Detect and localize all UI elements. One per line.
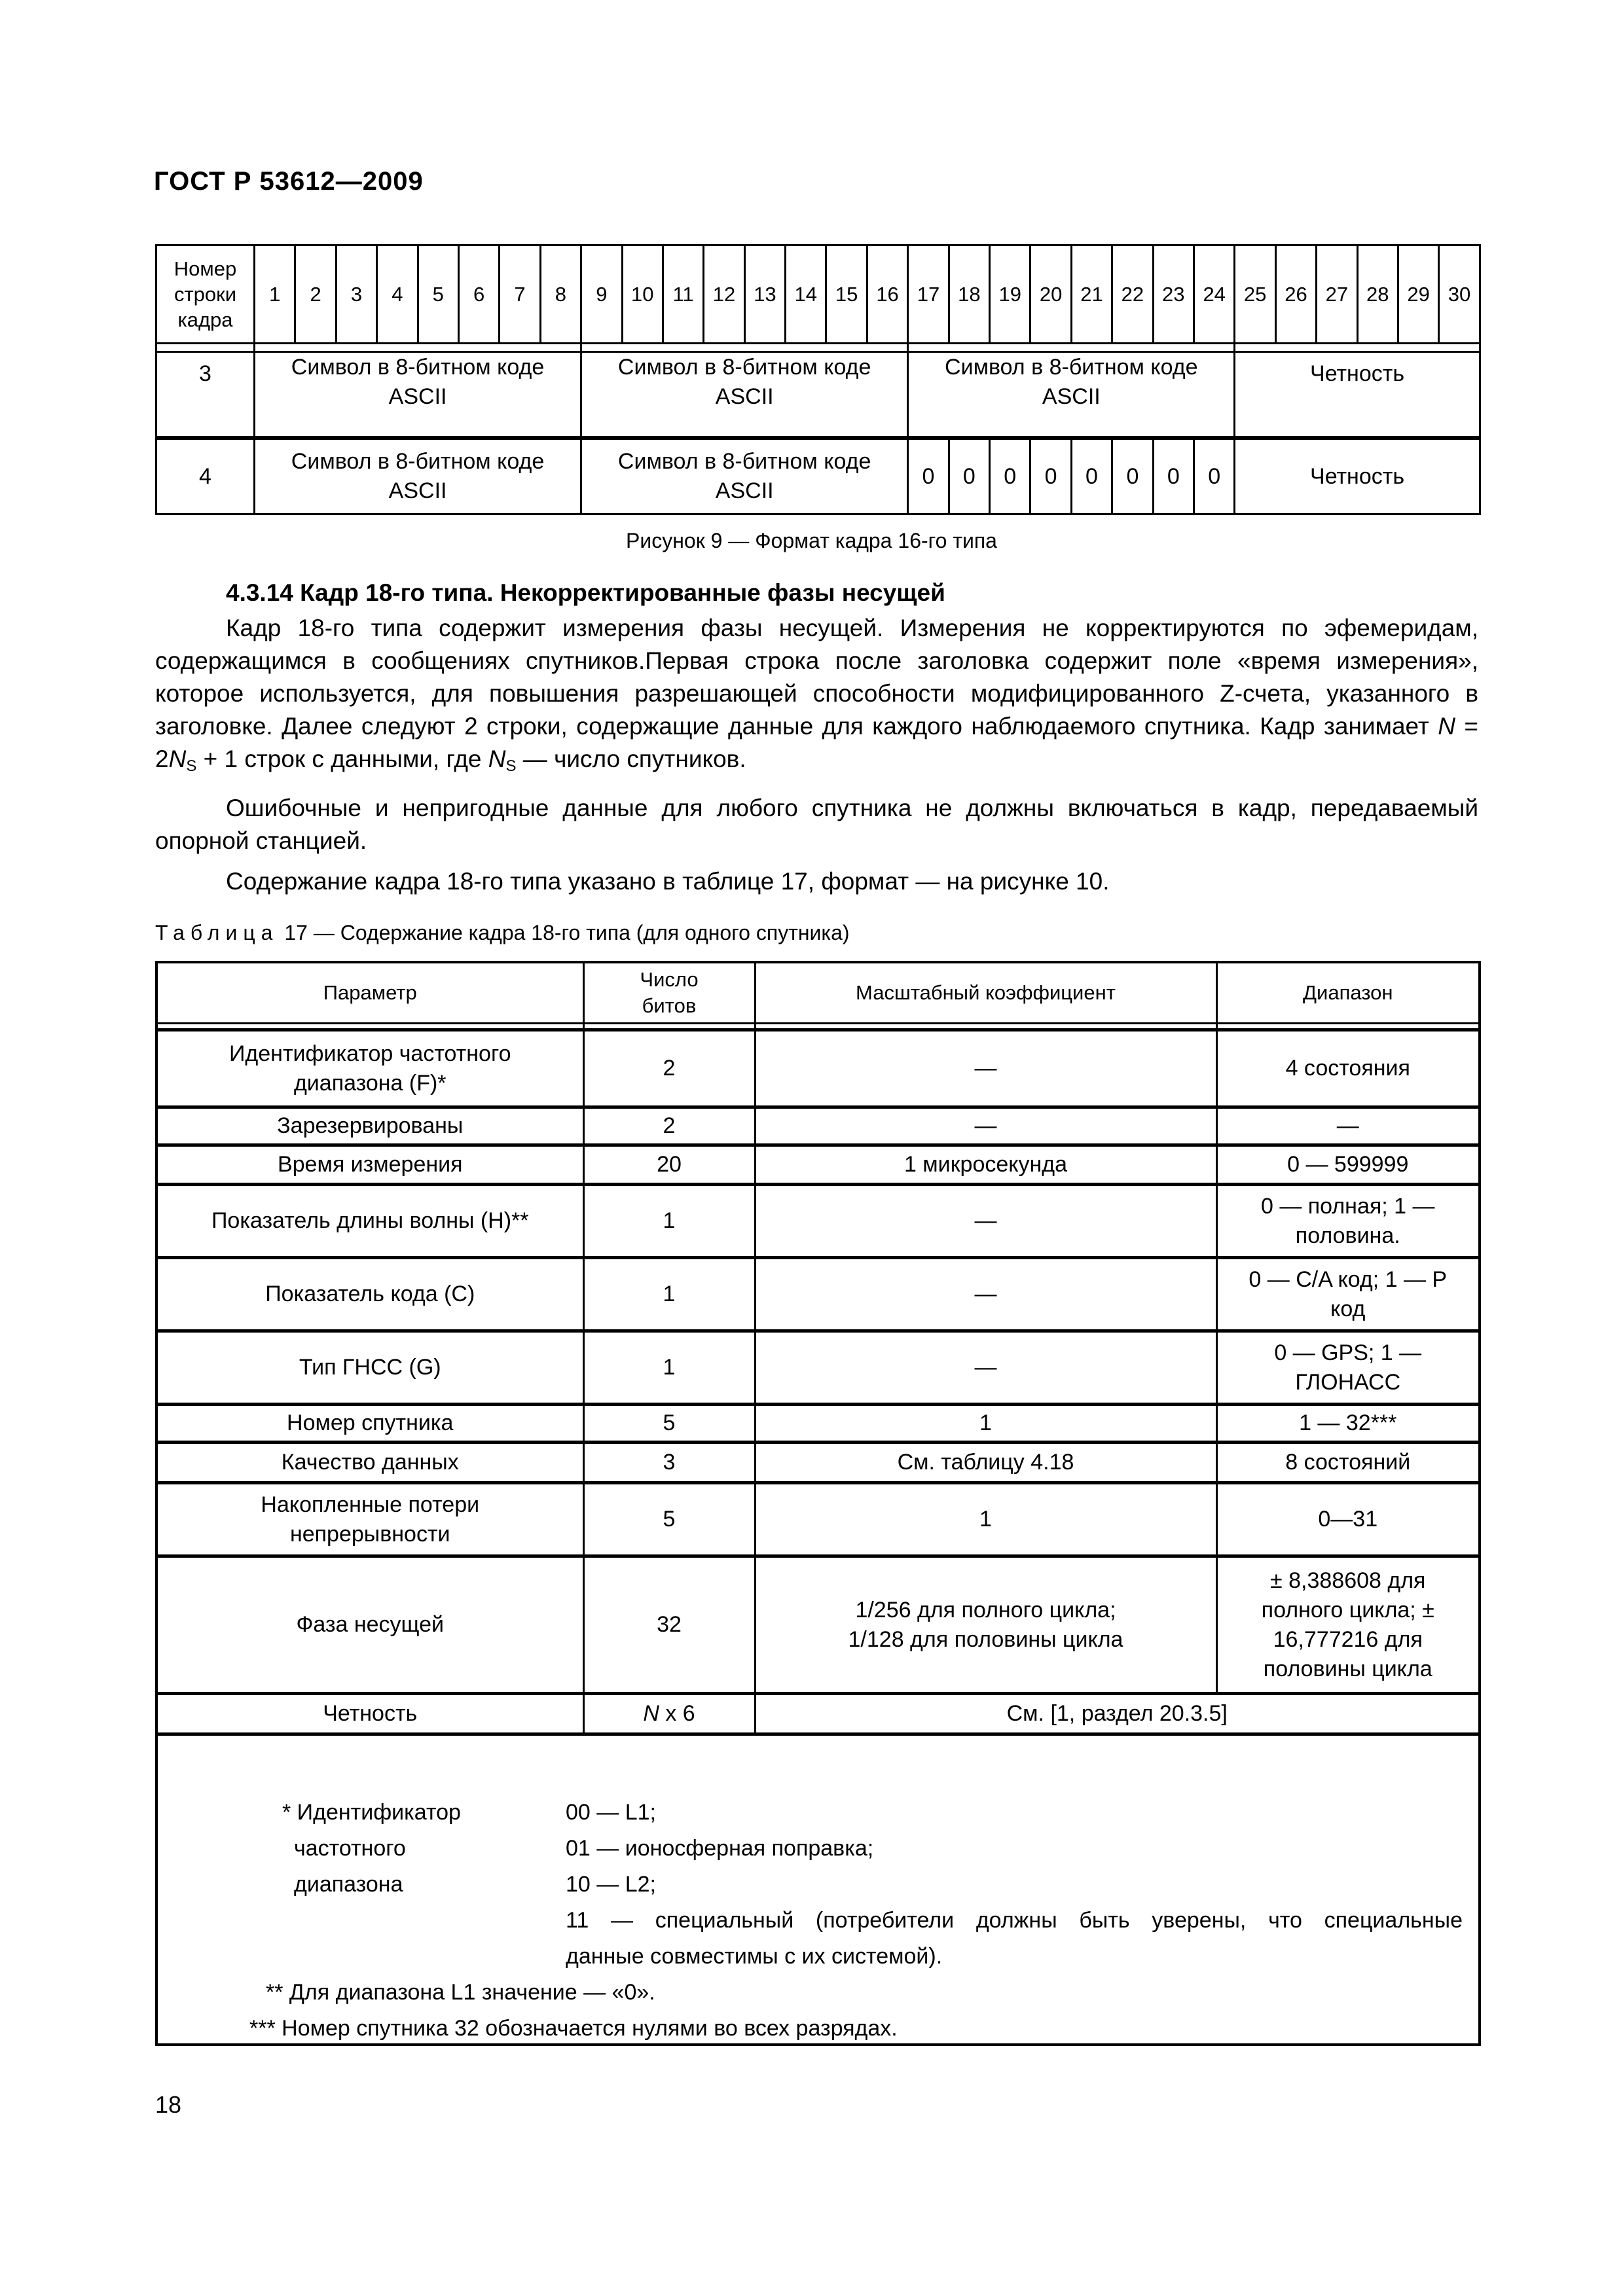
cell-bits: 3 [583,1443,755,1483]
row-number-header: Номер строки кадра [156,245,255,344]
table17-row [156,1443,1480,1483]
table17-header-separator [156,1024,1480,1030]
cell-param: Тип ГНСС (G) [156,1331,583,1405]
ascii-char-cell: Символ в 8-битном коде ASCII [908,352,1235,439]
bit-number-header: 24 [1194,245,1234,344]
bit-number-header: 30 [1439,245,1480,344]
bit-number-header: 15 [826,245,867,344]
bit-number-header: 28 [1357,245,1398,344]
cell-bits: 2 [583,1107,755,1145]
bit-number-header: 12 [704,245,744,344]
cell-range: 1 — 32*** [1216,1405,1480,1443]
figure9-caption: Рисунок 9 — Формат кадра 16-го типа [626,529,997,552]
cell-scale: — [755,1030,1216,1107]
cell-bits: 1 [583,1331,755,1405]
header-bits: Число битов [583,962,755,1024]
ascii-char-cell: Символ в 8-битном коде ASCII [255,438,581,514]
bit-number-header: 3 [336,245,376,344]
bit-number-header: 5 [418,245,458,344]
cell-param: Четность [156,1694,583,1734]
note1-value: 01 — ионосферная поправка; [566,1836,874,1861]
bit-number-header: 7 [500,245,540,344]
table17-row [156,1405,1480,1443]
table17-row [156,1331,1480,1405]
document-title: ГОСТ Р 53612—2009 [154,167,424,196]
bit-number-header: 17 [908,245,949,344]
header-param: Параметр [156,962,583,1024]
parity-cell: Четность [1235,352,1480,439]
row-number: 3 [156,352,255,439]
zero-bit-cell: 0 [1194,438,1234,514]
note1-label: * Идентификатор [282,1800,461,1825]
paragraph-2: Ошибочные и непригодные данные для любого спутника не должны включаться в кадр, передаваемый опорной станцией. [155,795,1478,854]
cell-scale: 1 микросекунда [755,1145,1216,1185]
bit-number-header: 14 [786,245,826,344]
ascii-char-cell: Символ в 8-битном коде ASCII [581,352,908,439]
bit-number-header: 23 [1153,245,1194,344]
cell-param: Накопленные потери непрерывности [156,1483,583,1556]
cell-reference: См. [1, раздел 20.3.5] [755,1694,1480,1734]
table17-parity-row [156,1694,1480,1734]
cell-scale: 1 [755,1483,1216,1556]
zero-bit-cell: 0 [1153,438,1194,514]
bit-number-header: 20 [1030,245,1071,344]
figure9-header-separator [156,344,1480,352]
cell-range: 0 — GPS; 1 — ГЛОНАСС [1216,1331,1480,1405]
zero-bit-cell: 0 [1030,438,1071,514]
bit-number-header: 25 [1235,245,1275,344]
cell-bits: 1 [583,1258,755,1331]
cell-bits: 1 [583,1185,755,1258]
bit-number-header: 22 [1112,245,1153,344]
cell-range: 0 — C/A код; 1 — P код [1216,1258,1480,1331]
zero-bit-cell: 0 [990,438,1030,514]
cell-param: Фаза несущей [156,1556,583,1694]
paragraph-3: Содержание кадра 18-го типа указано в таблице 17, формат — на рисунке 10. [226,868,1110,895]
cell-param: Показатель длины волны (H)** [156,1185,583,1258]
table17-row [156,1107,1480,1145]
bit-number-header: 26 [1275,245,1316,344]
paragraph-1: Кадр 18-го типа содержит измерения фазы несущей. Измерения не корректируются по эфемеридам, содержащимся в сообщениях спутников.Первая строка после заголовка содержит поле «время измерения», которое используется, для повышения разрешающей способности модифицированного Z-счета, указанного в заголовке. Далее следуют 2 строки, содержащие данные для каждого наблюдаемого спутника. Кадр занимает $N = 2N_S + 1$ строк с данными, где $N_S$ — число спутников. [155,615,1479,775]
bit-number-header: 27 [1317,245,1357,344]
cell-bits: 5 [583,1483,755,1556]
cell-bits: 32 [583,1556,755,1694]
cell-range: 8 состояний [1216,1443,1480,1483]
cell-scale: — [755,1107,1216,1145]
bit-number-header: 21 [1071,245,1112,344]
cell-bits: 20 [583,1145,755,1185]
note1-value: 10 — L2; [566,1872,656,1897]
cell-scale: См. таблицу 4.18 [755,1443,1216,1483]
cell-scale: — [755,1331,1216,1405]
cell-range: 4 состояния [1216,1030,1480,1107]
table17-row [156,1185,1480,1258]
bit-number-header: 10 [622,245,663,344]
bit-number-header: 4 [377,245,418,344]
zero-bit-cell: 0 [908,438,949,514]
cell-range: 0 — полная; 1 — половина. [1216,1185,1480,1258]
table17-row [156,1556,1480,1694]
bit-number-header: 16 [867,245,907,344]
cell-range: ± 8,388608 для полного цикла; ± 16,777216 для половины цикла [1216,1556,1480,1694]
cell-scale: — [755,1185,1216,1258]
page-number: 18 [155,2091,182,2118]
section-heading: 4.3.14 Кадр 18-го типа. Некорректированные фазы несущей [226,579,945,606]
note1-value: 00 — L1; [566,1800,656,1825]
cell-scale: 1/256 для полного цикла; 1/128 для половины цикла [755,1556,1216,1694]
note1-value: данные совместимы с их системой). [566,1944,943,1969]
cell-bits: 2 [583,1030,755,1107]
figure9-row [156,438,1480,514]
cell-param: Качество данных [156,1443,583,1483]
bit-number-header: 11 [663,245,703,344]
figure9-row [156,352,1480,439]
header-range: Диапазон [1216,962,1480,1024]
ascii-char-cell: Символ в 8-битном коде ASCII [581,438,908,514]
table17-notes-row [156,1734,1480,2045]
zero-bit-cell: 0 [949,438,989,514]
bit-number-header: 6 [458,245,499,344]
table17-row [156,1258,1480,1331]
cell-range: 0 — 599999 [1216,1145,1480,1185]
note1-value: 11 — специальный (потребители должны быть уверены, что специальные [566,1908,1463,1933]
cell-param: Идентификатор частотного диапазона (F)* [156,1030,583,1107]
row-number: 4 [156,438,255,514]
cell-param: Показатель кода (C) [156,1258,583,1331]
figure9-frame-table [155,244,1481,515]
cell-param: Зарезервированы [156,1107,583,1145]
note3: *** Номер спутника 32 обозначается нулями во всех разрядах. [249,2016,898,2041]
note2: ** Для диапазона L1 значение — «0». [266,1980,655,2005]
bit-number-header: 29 [1398,245,1438,344]
zero-bit-cell: 0 [1071,438,1112,514]
table17-notes [156,1734,1480,2045]
parity-cell: Четность [1235,438,1480,514]
table17-header-row [156,962,1480,1024]
table17-caption: Таблица 17 — Содержание кадра 18-го типа (для одного спутника) [155,921,850,944]
ascii-char-cell: Символ в 8-битном коде ASCII [255,352,581,439]
bit-number-header: 9 [581,245,622,344]
table17 [155,961,1481,2046]
cell-bits: N x 6 [583,1694,755,1734]
bit-number-header: 1 [255,245,295,344]
table17-row [156,1483,1480,1556]
note1-label: частотного [294,1836,406,1861]
cell-range: 0—31 [1216,1483,1480,1556]
bit-number-header: 18 [949,245,989,344]
header-scale: Масштабный коэффициент [755,962,1216,1024]
cell-bits: 5 [583,1405,755,1443]
cell-param: Номер спутника [156,1405,583,1443]
cell-scale: 1 [755,1405,1216,1443]
figure9-header-row [156,245,1480,344]
zero-bit-cell: 0 [1112,438,1153,514]
cell-param: Время измерения [156,1145,583,1185]
note1-label: диапазона [294,1872,403,1897]
bit-number-header: 2 [295,245,336,344]
bit-number-header: 8 [540,245,581,344]
cell-range: — [1216,1107,1480,1145]
cell-scale: — [755,1258,1216,1331]
table17-row [156,1145,1480,1185]
bit-number-header: 19 [990,245,1030,344]
table17-row [156,1030,1480,1107]
bit-number-header: 13 [744,245,785,344]
